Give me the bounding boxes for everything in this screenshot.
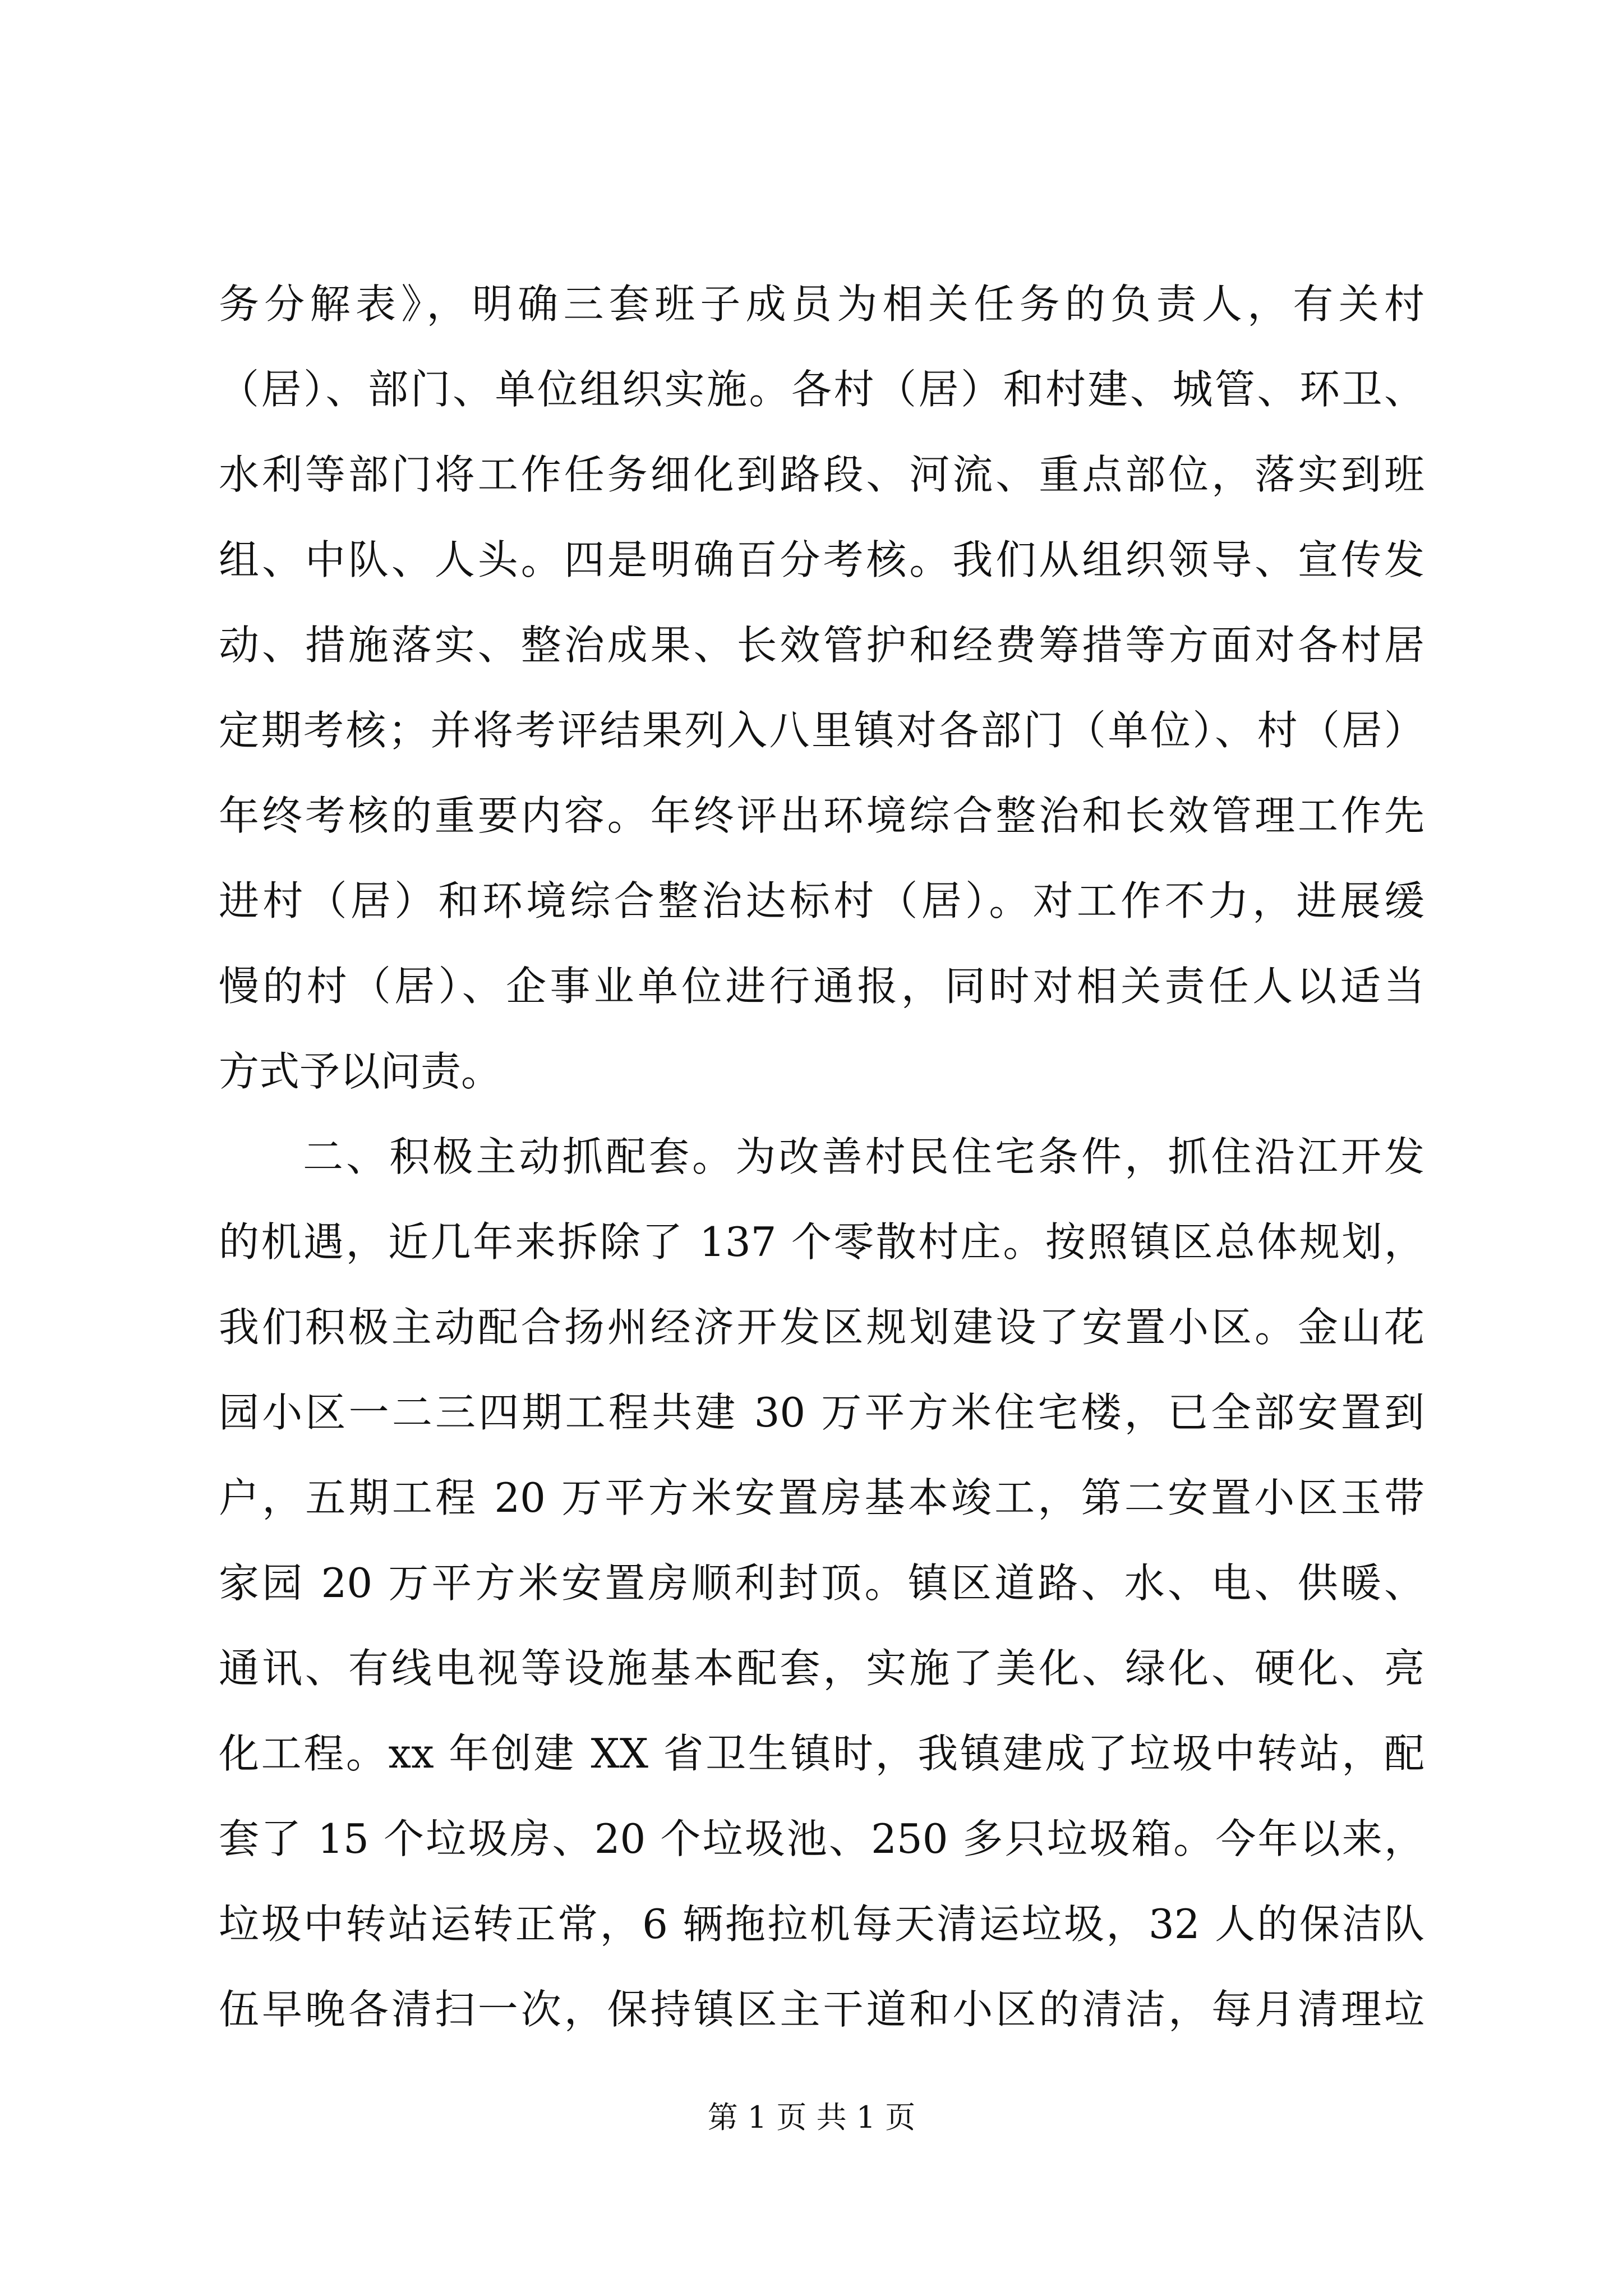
document-body bbox=[219, 261, 1424, 2052]
page-number-label: 第 1 页 共 1 页 bbox=[707, 2100, 916, 2135]
text-line-4: 组、中队、人头。四是明确百分考核。我们从组织领导、宣传发 bbox=[219, 536, 1424, 583]
text-line-14: 园小区一二三四期工程共建 30 万平方米住宅楼，已全部安置到 bbox=[219, 1389, 1424, 1436]
text-line-2: （居）、部门、单位组织实施。各村（居）和村建、城管、环卫、 bbox=[219, 366, 1424, 413]
text-line-21: 伍早晚各清扫一次，保持镇区主干道和小区的清洁，每月清理垃 bbox=[219, 1986, 1424, 2033]
text-line-18: 化工程。xx 年创建 XX 省卫生镇时，我镇建成了垃圾中转站，配 bbox=[219, 1730, 1424, 1777]
text-line-10: 方式予以问责。 bbox=[219, 1048, 502, 1095]
text-line-1: 务分解表》，明确三套班子成员为相关任务的负责人，有关村 bbox=[219, 280, 1424, 328]
text-line-8: 进村（居）和环境综合整治达标村（居）。对工作不力，进展缓 bbox=[219, 877, 1424, 924]
text-line-6: 定期考核；并将考评结果列入八里镇对各部门（单位）、村（居） bbox=[219, 707, 1424, 754]
text-line-17: 通讯、有线电视等设施基本配套，实施了美化、绿化、硬化、亮 bbox=[219, 1645, 1424, 1692]
text-line-12: 的机遇，近几年来拆除了 137 个零散村庄。按照镇区总体规划， bbox=[219, 1218, 1424, 1266]
text-line-5: 动、措施落实、整治成果、长效管护和经费筹措等方面对各村居 bbox=[219, 622, 1424, 669]
text-line-19: 套了 15 个垃圾房、20 个垃圾池、250 多只垃圾箱。今年以来， bbox=[219, 1815, 1424, 1862]
text-line-20: 垃圾中转站运转正常，6 辆拖拉机每天清运垃圾，32 人的保洁队 bbox=[219, 1901, 1424, 1948]
text-line-13: 我们积极主动配合扬州经济开发区规划建设了安置小区。金山花 bbox=[219, 1304, 1424, 1351]
text-line-11: 二、积极主动抓配套。为改善村民住宅条件，抓住沿江开发 bbox=[303, 1133, 1424, 1180]
text-line-3: 水利等部门将工作任务细化到路段、河流、重点部位，落实到班 bbox=[219, 451, 1424, 498]
text-line-15: 户，五期工程 20 万平方米安置房基本竣工，第二安置小区玉带 bbox=[219, 1474, 1424, 1521]
text-line-9: 慢的村（居）、企事业单位进行通报，同时对相关责任人以适当 bbox=[219, 963, 1424, 1010]
text-line-16: 家园 20 万平方米安置房顺利封顶。镇区道路、水、电、供暖、 bbox=[219, 1559, 1424, 1607]
text-line-7: 年终考核的重要内容。年终评出环境综合整治和长效管理工作先 bbox=[219, 792, 1424, 839]
page-footer bbox=[0, 2098, 1623, 2137]
